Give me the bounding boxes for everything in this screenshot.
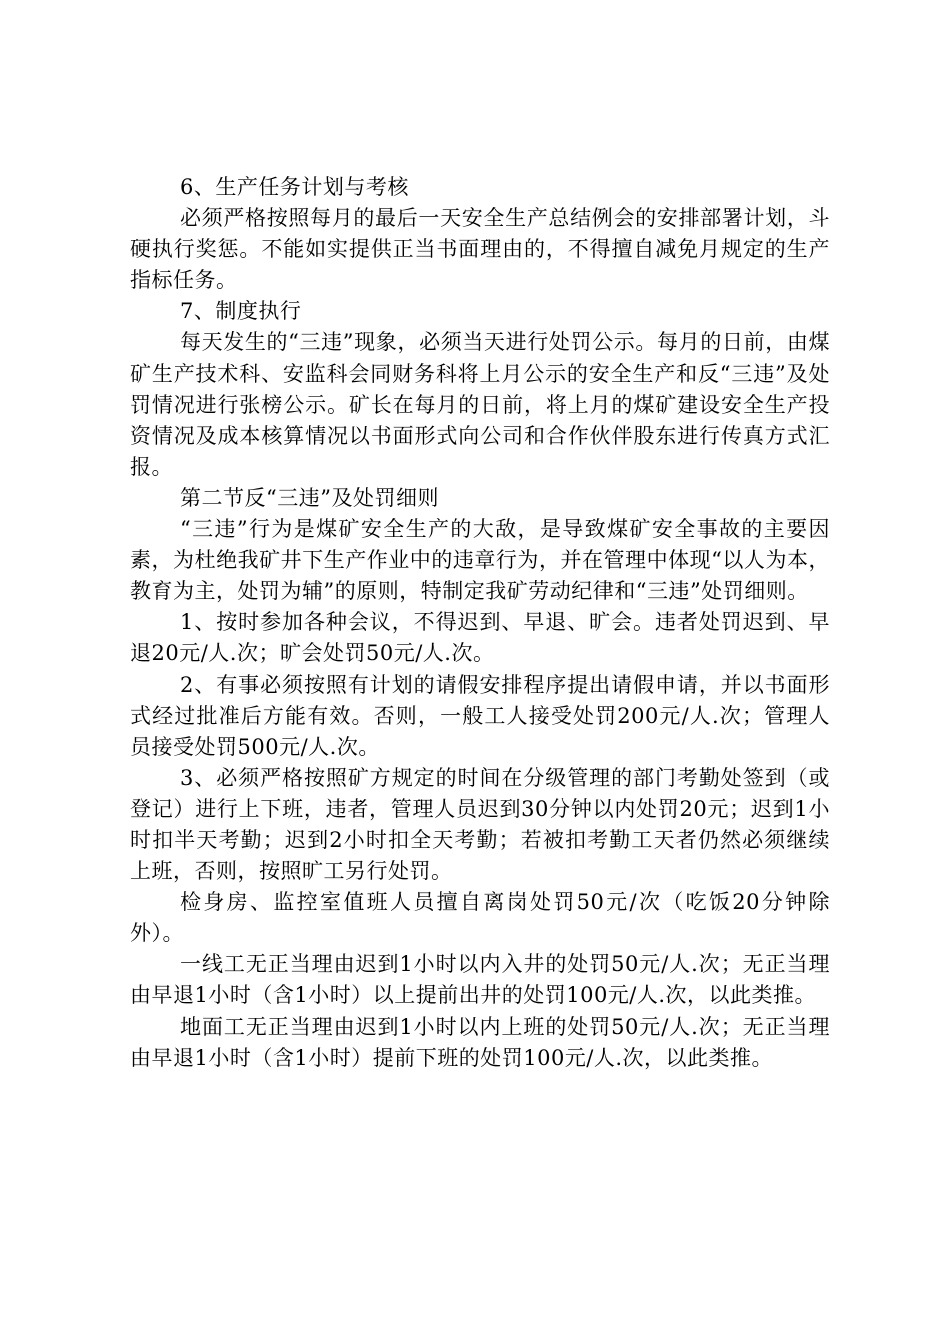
paragraph-production-plan: 必须严格按照每月的最后一天安全生产总结例会的安排部署计划，斗硬执行奖惩。不能如实提供正当书面理由的，不得擅自减免月规定的生产指标任务。 (130, 206, 830, 293)
paragraph-three-violations-intro: “三违”行为是煤矿安全生产的大敌，是导致煤矿安全事故的主要因素，为杜绝我矿井下生产作业中的违章行为，并在管理中体现“以人为本，教育为主，处罚为辅”的原则，特制定我矿劳动纪律和“三违”处罚细则。 (130, 517, 830, 604)
section-heading-section-two: 第二节反“三违”及处罚细则 (180, 485, 439, 510)
paragraph-rule-3-attendance: 3、必须严格按照矿方规定的时间在分级管理的部门考勤处签到（或登记）进行上下班，违者，管理人员迟到30分钟以内处罚20元；迟到1小时扣半天考勤；迟到2小时扣全天考勤；若被扣考勤工天者仍然必须继续上班，否则，按照旷工另行处罚。 (130, 765, 830, 884)
paragraph-rule-1-meetings: 1、按时参加各种会议，不得迟到、早退、旷会。违者处罚迟到、早退20元/人.次；旷会处罚50元/人.次。 (130, 610, 830, 666)
document-page (130, 172, 830, 1074)
section-heading-production-plan: 6、生产任务计划与考核 (180, 175, 409, 199)
paragraph-surface-workers: 地面工无正当理由迟到1小时以内上班的处罚50元/人.次；无正当理由早退1小时（含1小时）提前下班的处罚100元/人.次，以此类推。 (130, 1014, 830, 1070)
paragraph-frontline-workers: 一线工无正当理由迟到1小时以内入井的处罚50元/人.次；无正当理由早退1小时（含1小时）以上提前出井的处罚100元/人.次，以此类推。 (130, 952, 830, 1008)
paragraph-rule-2-leave: 2、有事必须按照有计划的请假安排程序提出请假申请，并以书面形式经过批准后方能有效。否则，一般工人接受处罚200元/人.次；管理人员接受处罚500元/人.次。 (130, 672, 830, 759)
paragraph-system-execution: 每天发生的“三违”现象，必须当天进行处罚公示。每月的日前，由煤矿生产技术科、安监科会同财务科将上月公示的安全生产和反“三违”及处罚情况进行张榜公示。矿长在每月的日前，将上月的煤矿建设安全生产投资情况及成本核算情况以书面形式向公司和合作伙伴股东进行传真方式汇报。 (130, 330, 830, 479)
paragraph-duty-staff: 检身房、监控室值班人员擅自离岗处罚50元/次（吃饭20分钟除外）。 (130, 890, 830, 946)
section-heading-system-execution: 7、制度执行 (180, 299, 302, 324)
